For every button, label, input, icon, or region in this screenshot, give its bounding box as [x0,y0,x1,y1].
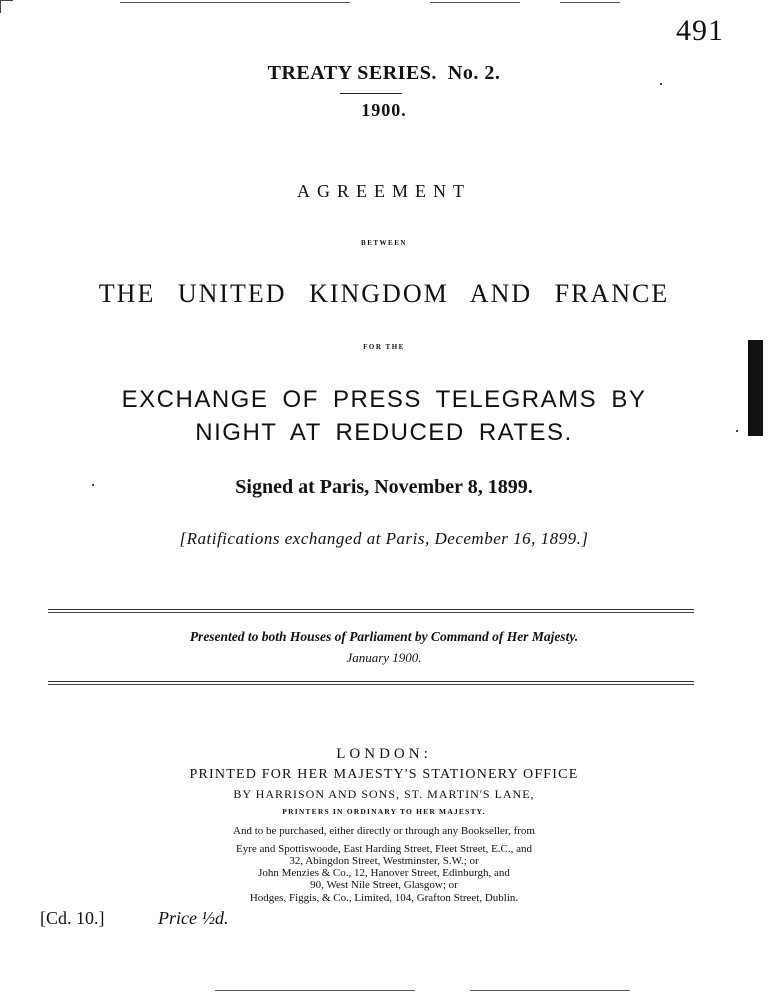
sale-line: And to be purchased, either directly or through any Bookseller, from [233,825,535,837]
scan-top-line [560,2,620,3]
imprint-printers-ordinary: PRINTERS IN ORDINARY TO HER MAJESTY. [282,807,486,816]
imprint-city: LONDON: [336,746,432,762]
presented-line: Presented to both Houses of Parliament by Command of Her Majesty. [189,629,579,644]
imprint-printer: BY HARRISON AND SONS, ST. MARTIN'S LANE, [233,787,535,801]
scan-corner-mark [0,0,13,13]
document-type: AGREEMENT [297,181,471,201]
scan-top-line [430,2,520,3]
scan-bottom-line [470,990,630,991]
sale-line: 32, Abingdon Street, Westminster, S.W.; or [289,855,479,867]
sale-line: Hodges, Figgis, & Co., Limited, 104, Grafton Street, Dublin. [249,892,519,904]
price: Price ½d. [158,908,229,928]
subject-line-1: EXCHANGE OF PRESS TELEGRAMS BY [121,386,647,413]
double-rule-bottom [48,681,694,685]
scan-bottom-line [215,990,415,991]
page-number: 491 [676,14,724,47]
parties: THE UNITED KINGDOM AND FRANCE [98,279,670,308]
ratifications-line: [Ratifications exchanged at Paris, December 16, 1899.] [179,529,589,548]
for-the-word: FOR THE [363,343,405,351]
signed-line: Signed at Paris, November 8, 1899. [235,476,533,498]
year: 1900. [361,100,407,120]
title-rule [340,93,402,94]
presented-date: January 1900. [346,650,422,665]
sale-line: 90, West Nile Street, Glasgow; or [310,879,458,891]
treaty-series: TREATY SERIES. No. 2. [267,62,501,84]
imprint-printed-for: PRINTED FOR HER MAJESTY'S STATIONERY OFFICE [189,767,579,782]
sale-line: John Menzies & Co., 12, Hanover Street, Edinburgh, and [258,867,510,879]
double-rule-top [48,609,694,613]
scan-top-line [120,2,350,3]
between-word: BETWEEN [361,239,407,247]
subject-line-2: NIGHT AT REDUCED RATES. [195,419,573,446]
sale-line: Eyre and Spottiswoode, East Harding Street, Fleet Street, E.C., and [235,843,533,855]
command-paper-number: [Cd. 10.] [40,908,105,928]
